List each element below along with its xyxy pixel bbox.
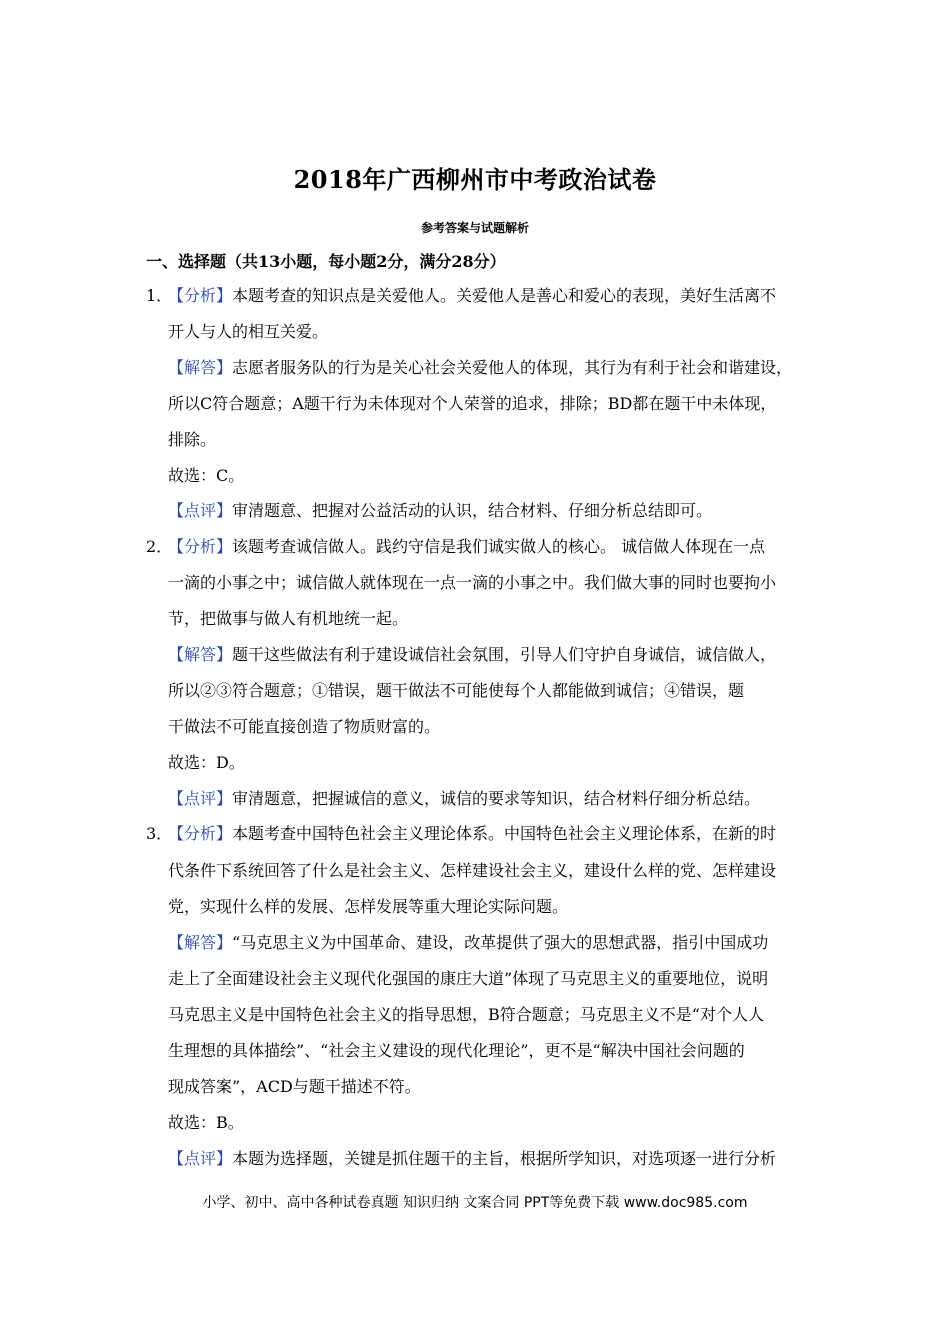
answer-tag: 【解答】: [168, 645, 233, 664]
analysis-tag: 【分析】: [168, 286, 233, 305]
question-2-analysis-line-1: 2．【分析】该题考查诚信做人。践约守信是我们诚实做人的核心。 诚信做人体现在一点: [146, 537, 766, 556]
question-3-answer-line-3: 马克思主义是中国特色社会主义的指导思想，B符合题意；马克思主义不是“对个人人: [168, 1005, 764, 1024]
analysis-tag: 【分析】: [168, 824, 233, 843]
question-3-comment-line-1: 【点评】本题为选择题，关键是抓住题干的主旨，根据所学知识，对选项逐一进行分析: [168, 1149, 777, 1168]
question-1-analysis-line-1: 1．【分析】本题考查的知识点是关爱他人。关爱他人是善心和爱心的表现，美好生活离不: [146, 286, 777, 305]
analysis-tag: 【分析】: [168, 537, 233, 556]
question-2-answer-line-3: 干做法不可能直接创造了物质财富的。: [168, 717, 441, 736]
question-3-answer-line-4: 生理想的具体描绘”、“社会主义建设的现代化理论”，更不是“解决中国社会问题的: [168, 1041, 745, 1060]
question-number: 3．: [146, 824, 173, 843]
question-3-analysis-line-3: 党，实现什么样的发展、怎样发展等重大理论实际问题。: [168, 897, 569, 916]
section-heading: 一、选择题（共13小题，每小题2分，满分28分）: [146, 252, 506, 271]
comment-tag: 【点评】: [168, 1149, 233, 1168]
question-number: 1．: [146, 286, 173, 305]
footer-text: 小学、初中、高中各种试卷真题 知识归纳 文案合同 PPT等免费下载 www.doc985.com: [202, 1195, 748, 1211]
question-3-analysis-line-1: 3．【分析】本题考查中国特色社会主义理论体系。中国特色社会主义理论体系，在新的时: [146, 824, 777, 843]
document-title: 2018年广西柳州市中考政治试卷: [293, 165, 657, 194]
comment-tag: 【点评】: [168, 501, 233, 520]
question-1-analysis-line-2: 开人与人的相互关爱。: [168, 322, 329, 341]
question-2-analysis-line-3: 节，把做事与做人有机地统一起。: [168, 609, 409, 628]
question-2-comment-line-1: 【点评】审清题意，把握诚信的意义，诚信的要求等知识，结合材料仔细分析总结。: [168, 789, 761, 808]
document-subtitle: 参考答案与试题解析: [420, 221, 529, 235]
question-2-analysis-line-2: 一滴的小事之中；诚信做人就体现在一点一滴的小事之中。我们做大事的同时也要拘小: [168, 573, 777, 592]
question-number: 2．: [146, 537, 173, 556]
question-1-answer-line-3: 排除。: [168, 430, 217, 449]
question-1-answer-line-2: 所以C符合题意；A题干行为未体现对个人荣誉的追求，排除；BD都在题干中未体现，: [168, 394, 777, 413]
question-3-answer-line-1: 【解答】“马克思主义为中国革命、建设，改革提供了强大的思想武器，指引中国成功: [168, 933, 769, 952]
question-1-answer-line-1: 【解答】志愿者服务队的行为是关心社会关爱他人的体现，其行为有利于社会和谐建设，: [168, 358, 793, 377]
comment-tag: 【点评】: [168, 789, 233, 808]
answer-tag: 【解答】: [168, 933, 233, 952]
question-2-answer-line-1: 【解答】题干这些做法有利于建设诚信社会氛围，引导人们守护自身诚信，诚信做人，: [168, 645, 777, 664]
question-3-answer-line-2: 走上了全面建设社会主义现代化强国的康庄大道”体现了马克思主义的重要地位，说明: [168, 969, 769, 988]
question-3-analysis-line-2: 代条件下系统回答了什么是社会主义、怎样建设社会主义，建设什么样的党、怎样建设: [168, 861, 777, 880]
question-2-answer-line-2: 所以②③符合题意；①错误，题干做法不可能使每个人都能做到诚信；④错误，题: [168, 681, 745, 700]
question-3-answer-line-5: 现成答案”，ACD与题干描述不符。: [168, 1077, 421, 1096]
answer-tag: 【解答】: [168, 358, 233, 377]
question-1-choice: 故选：C。: [168, 466, 245, 485]
question-3-choice: 故选：B。: [168, 1113, 244, 1132]
question-1-comment-line-1: 【点评】审清题意、把握对公益活动的认识，结合材料、仔细分析总结即可。: [168, 501, 713, 520]
question-2-choice: 故选：D。: [168, 753, 245, 772]
